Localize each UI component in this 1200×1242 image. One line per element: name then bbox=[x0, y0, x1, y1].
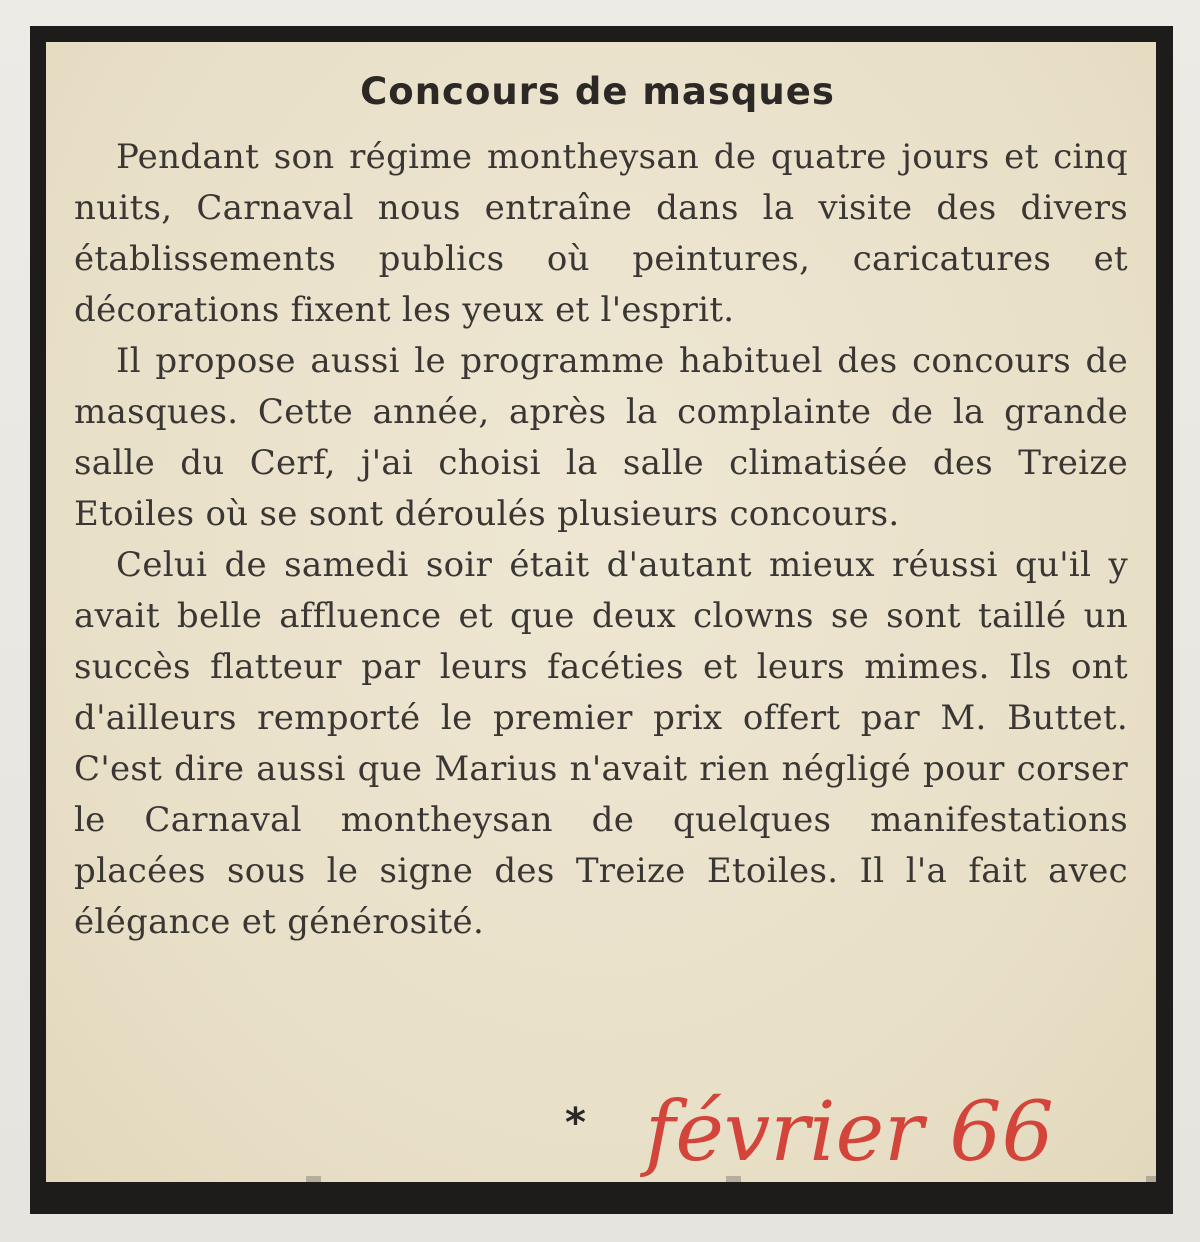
handwritten-date-note bbox=[635, 1080, 1075, 1180]
article-footer bbox=[565, 1080, 1085, 1180]
paragraph-3: Celui de samedi soir était d'autant mieux réussi qu'il y avait belle affluence et que deux clowns se sont taillé un succès flatteur par leurs facéties et leurs mimes. Ils ont d'ailleurs remporté le premier prix offert par M. Buttet. C'est dire aussi que Marius n'avait rien négligé pour corser le Carnaval montheysan de quelques manifestations placées sous le signe des Treize Etoiles. Il l'a fait avec élégance et générosité. bbox=[74, 545, 1128, 942]
asterisk-mark: * bbox=[565, 1100, 586, 1146]
article-title: Concours de masques bbox=[360, 70, 835, 113]
article-body bbox=[74, 132, 1128, 948]
clipping-cut-edge bbox=[46, 1176, 1156, 1182]
paragraph-1: Pendant son régime montheysan de quatre jours et cinq nuits, Carnaval nous entraîne dans la visite des divers établissements publics où peintures, caricatures et décorations fixent les yeux et l'esprit. bbox=[74, 137, 1128, 330]
paragraph-2: Il propose aussi le programme habituel des concours de masques. Cette année, après la complainte de la grande salle du Cerf, j'ai choisi la salle climatisée des Treize Etoiles où se sont déroulés plusieurs concours. bbox=[74, 341, 1128, 534]
handwritten-date-text: février 66 bbox=[645, 1085, 1054, 1180]
